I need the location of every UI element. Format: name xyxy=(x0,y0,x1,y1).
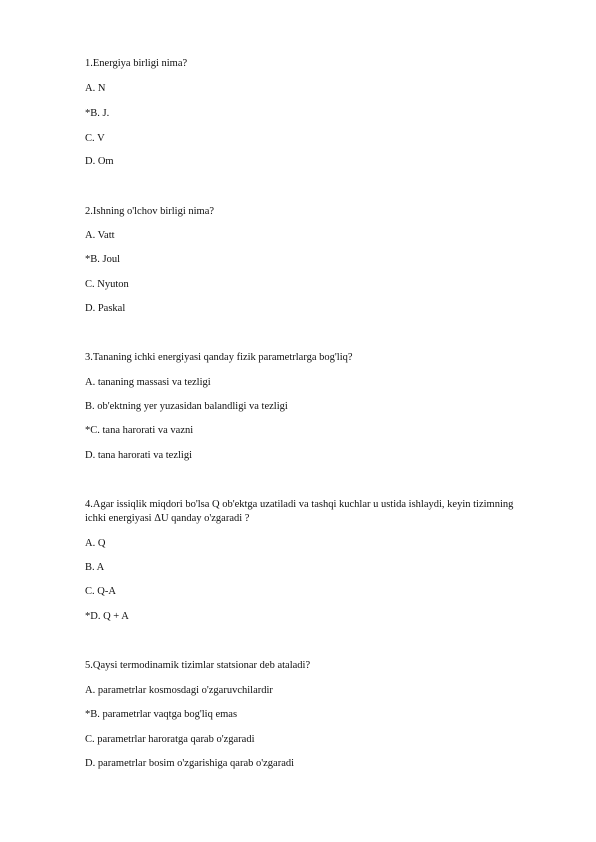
question-3-option-d: D. tana harorati va tezligi xyxy=(85,450,192,461)
question-2-option-d: D. Paskal xyxy=(85,303,126,314)
question-5-option-a: A. parametrlar kosmosdagi o'zgaruvchilardir xyxy=(85,685,273,696)
question-3-text: 3.Tananing ichki energiyasi qanday fizik parametrlarga bog'liq? xyxy=(85,352,353,363)
question-1-text: 1.Energiya birligi nima? xyxy=(85,58,188,69)
question-3-option-b: B. ob'ektning yer yuzasidan balandligi va tezligi xyxy=(85,401,288,412)
question-5-text: 5.Qaysi termodinamik tizimlar statsionar deb ataladi? xyxy=(85,660,311,671)
question-4-option-c: C. Q-A xyxy=(85,586,116,597)
question-2-option-c: C. Nyuton xyxy=(85,279,129,290)
question-2-option-a: A. Vatt xyxy=(85,230,115,241)
question-1-option-d: D. Om xyxy=(85,156,114,167)
question-1-option-b: *B. J. xyxy=(85,108,110,119)
question-2-option-b: *B. Joul xyxy=(85,254,121,265)
question-2-text: 2.Ishning o'lchov birligi nima? xyxy=(85,206,215,217)
question-3-option-c: *C. tana harorati va vazni xyxy=(85,425,194,436)
question-1-option-a: A. N xyxy=(85,83,106,94)
question-5-option-d: D. parametrlar bosim o'zgarishiga qarab o'zgaradi xyxy=(85,758,295,769)
question-1-option-c: C. V xyxy=(85,133,105,144)
question-4-text: 4.Agar issiqlik miqdori bo'lsa Q ob'ektga uzatiladi va tashqi kuchlar u ustida ishlaydi, keyin tizimning ichki energiyasi ΔU qanday o'zgaradi ? xyxy=(85,499,514,524)
question-5-option-b: *B. parametrlar vaqtga bog'liq emas xyxy=(85,709,238,720)
question-3-option-a: A. tananing massasi va tezligi xyxy=(85,377,211,388)
question-4-option-b: B. A xyxy=(85,562,105,573)
question-4-option-d: *D. Q + A xyxy=(85,611,129,622)
question-4-option-a: A. Q xyxy=(85,538,106,549)
question-5-option-c: C. parametrlar haroratga qarab o'zgaradi xyxy=(85,734,255,745)
